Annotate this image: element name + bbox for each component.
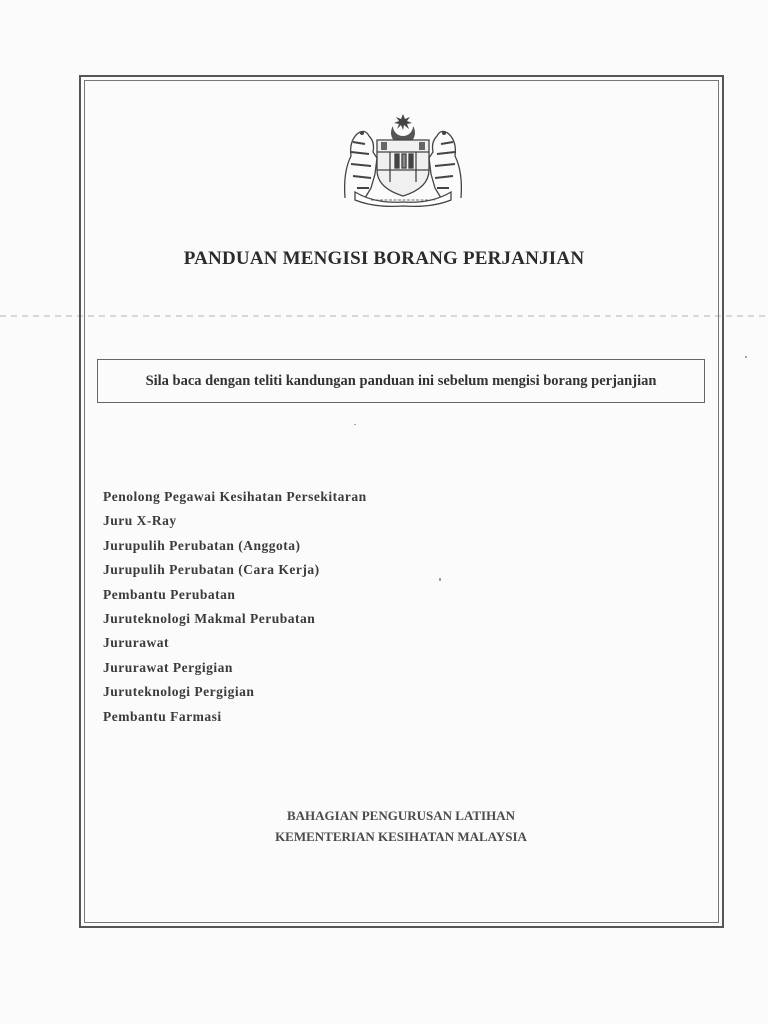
- list-item: Jurupulih Perubatan (Cara Kerja): [103, 562, 320, 578]
- list-item: Juruteknologi Pergigian: [103, 684, 255, 700]
- list-item: Pembantu Farmasi: [103, 708, 222, 724]
- issuing-department: [0, 805, 768, 847]
- course-list: [103, 485, 367, 729]
- page-title: PANDUAN MENGISI BORANG PERJANJIAN: [183, 248, 585, 269]
- malaysia-coat-of-arms-icon: [335, 112, 471, 208]
- list-item: Jurupulih Perubatan (Anggota): [103, 537, 301, 553]
- list-item: Penolong Pegawai Kesihatan Persekitaran: [103, 489, 367, 504]
- list-item: Jururawat Pergigian: [103, 659, 233, 675]
- scan-speck: [439, 578, 441, 581]
- scan-speck: [745, 356, 747, 358]
- list-item: Pembantu Perubatan: [103, 586, 236, 602]
- list-item: Juru X-Ray: [103, 513, 177, 529]
- ministry-name: KEMENTERIAN KESIHATAN MALAYSIA: [275, 829, 527, 844]
- instruction-notice: [97, 359, 705, 403]
- department-name: BAHAGIAN PENGURUSAN LATIHAN: [286, 808, 515, 823]
- instruction-notice-text: Sila baca dengan teliti kandungan panduan ini sebelum mengisi borang perjanjian: [145, 372, 657, 389]
- list-item: Juruteknologi Makmal Perubatan: [103, 610, 316, 626]
- scan-speck: [354, 424, 356, 425]
- list-item: Jururawat: [103, 635, 169, 651]
